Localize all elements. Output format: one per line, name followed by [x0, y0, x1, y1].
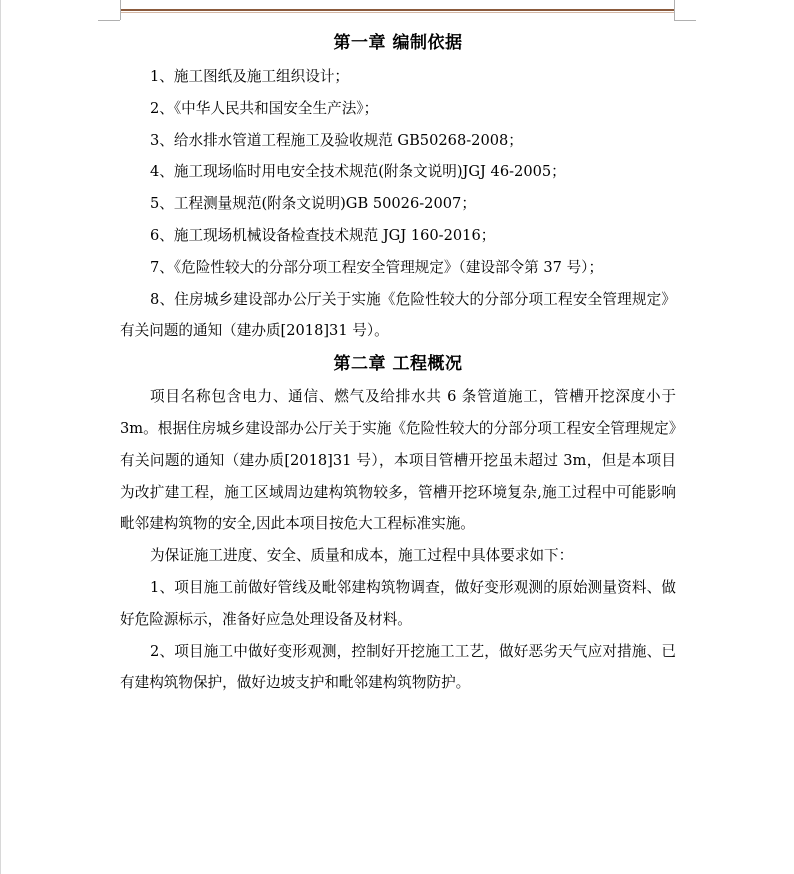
crop-mark-right-vertical: [674, 0, 675, 20]
chapter1-title: 第一章 编制依据: [333, 33, 463, 53]
page-left-border: [0, 0, 1, 874]
overview-paragraph: 项目名称包含电力、通信、燃气及给排水共 6 条管道施工，管槽开挖深度小于 3m。根据住房城乡建设部办公厅关于实施《危险性较大的分部分项工程安全管理规定》有关问题的通知（建办质[2018]31 号），本项目管槽开挖虽未超过 3m，但是本项目为改扩建工程，施工区域周边建构筑物较多，管槽开挖环境复杂,施工过程中可能影响毗邻建构筑物的安全,因此本项目按危大工程标准实施。: [120, 388, 676, 533]
requirement-item-2: 2、项目施工中做好变形观测，控制好开挖施工工艺，做好恶劣天气应对措施、已有建构筑物保护，做好边坡支护和毗邻建构筑物防护。: [120, 642, 676, 692]
basis-item-1: 1、施工图纸及施工组织设计；: [150, 68, 350, 85]
document-body: [120, 28, 676, 699]
basis-item-8: 8、住房城乡建设部办公厅关于实施《危险性较大的分部分项工程安全管理规定》有关问题的通知（建办质[2018]31 号）。: [120, 290, 676, 340]
basis-item-5: 5、工程测量规范(附条文说明)GB 50026-2007；: [150, 195, 476, 213]
basis-item-3: 3、给水排水管道工程施工及验收规范 GB50268-2008；: [150, 131, 523, 149]
basis-item-7: 7、《危险性较大的分部分项工程安全管理规定》（建设部令第 37 号）；: [150, 258, 604, 276]
crop-mark-left-horizontal: [98, 20, 120, 21]
requirements-intro: 为保证施工进度、安全、质量和成本，施工过程中具体要求如下：: [150, 547, 574, 565]
chapter2-title: 第二章 工程概况: [333, 354, 463, 375]
basis-item-4: 4、施工现场临时用电安全技术规范(附条文说明)JGJ 46-2005；: [150, 163, 566, 181]
crop-mark-right-horizontal: [674, 20, 696, 21]
header-rule-shadow: [120, 12, 674, 13]
basis-item-6: 6、施工现场机械设备检查技术规范 JGJ 160-2016；: [150, 226, 496, 244]
crop-mark-left-vertical: [120, 0, 121, 20]
header-rule: [120, 9, 674, 11]
requirement-item-1: 1、项目施工前做好管线及毗邻建构筑物调查，做好变形观测的原始测量资料、做好危险源标示，准备好应急处理设备及材料。: [120, 578, 676, 628]
basis-item-2: 2、《中华人民共和国安全生产法》；: [150, 99, 379, 117]
